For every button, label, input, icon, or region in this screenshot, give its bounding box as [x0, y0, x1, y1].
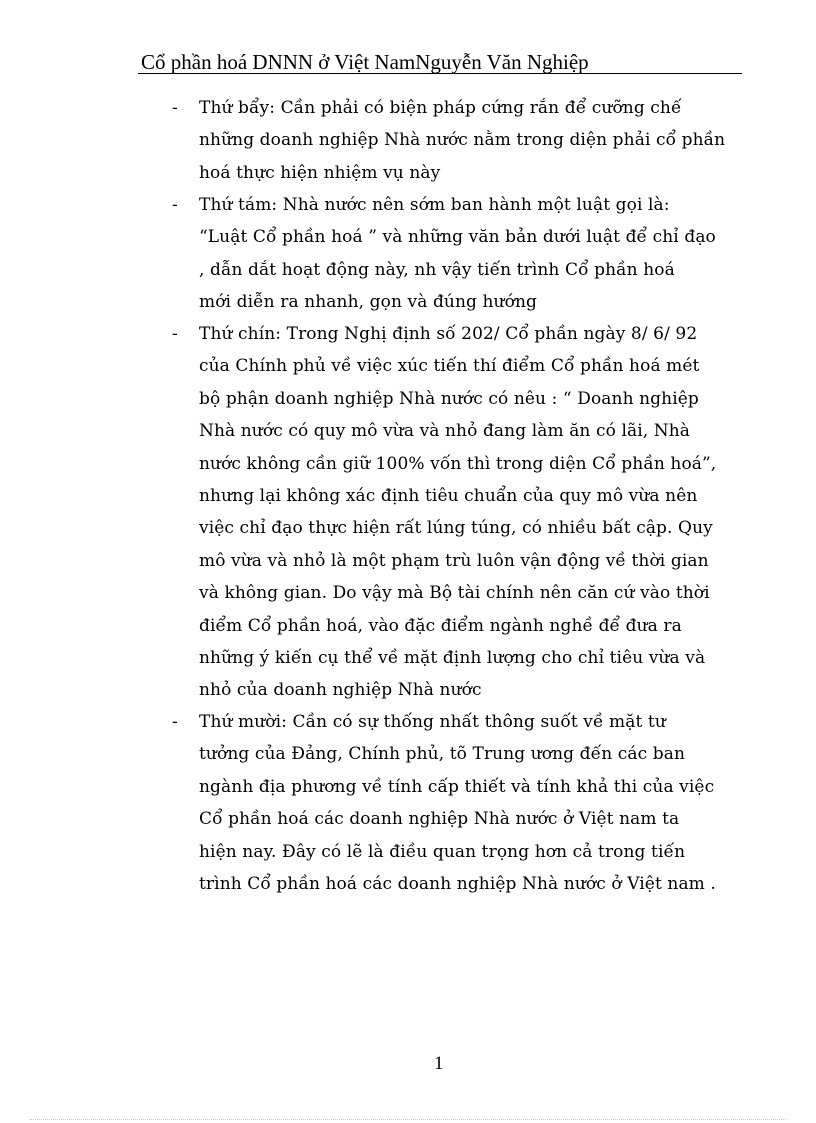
text-line: Nhà nước có quy mô vừa và nhỏ đang làm ăn có lãi, Nhà [199, 421, 691, 442]
header-divider [138, 73, 742, 74]
text-line: nhưng lại không xác định tiêu chuẩn của quy mô vừa nên [199, 486, 698, 507]
list-bullet-dash: - [172, 712, 178, 732]
text-line: những doanh nghiệp Nhà nước nằm trong diện phải cổ phần [199, 130, 726, 151]
text-line: điểm Cổ phần hoá, vào đặc điểm ngành nghề để đưa ra [199, 615, 682, 636]
text-line: Thứ chín: Trong Nghị định số 202/ Cổ phần ngày 8/ 6/ 92 [199, 324, 698, 344]
text-line: , dẫn dắt hoạt động này, nh vậy tiến trình Cổ phần hoá [199, 259, 675, 280]
text-line: Thứ bẩy: Cần phải có biện pháp cứng rắn để cưỡng chế [199, 98, 682, 118]
list-bullet-dash: - [172, 324, 178, 344]
list-item-text [199, 92, 744, 189]
text-line: tưởng của Đảng, Chính phủ, tõ Trung ương đến các ban [199, 744, 686, 765]
text-line: trình Cổ phần hoá các doanh nghiệp Nhà nước ở Việt nam . [199, 874, 716, 895]
text-line: và không gian. Do vậy mà Bộ tài chính nên căn cứ vào thời [199, 583, 710, 604]
text-line: mô vừa và nhỏ là một phạm trù luôn vận động về thời gian [199, 550, 709, 571]
text-line: Thứ tám: Nhà nước nên sớm ban hành một luật gọi là: [199, 195, 670, 215]
list-item-text [199, 189, 744, 319]
text-line: bộ phận doanh nghiệp Nhà nước có nêu : “ Doanh nghiệp [199, 388, 699, 409]
text-line: việc chỉ đạo thực hiện rất lúng túng, có nhiều bất cập. Quy [199, 518, 713, 539]
list-item-text [199, 318, 744, 707]
page-bottom-border [30, 1119, 786, 1120]
text-line: những ý kiến cụ thể về mặt định lượng cho chỉ tiêu vừa và [199, 648, 706, 669]
list-bullet-dash: - [172, 98, 178, 118]
text-line: hoá thực hiện nhiệm vụ này [199, 162, 441, 183]
text-line: Thứ mười: Cần có sự thống nhất thông suốt về mặt tư [199, 712, 666, 732]
list-item-text [199, 706, 744, 900]
text-line: Cổ phần hoá các doanh nghiệp Nhà nước ở Việt nam ta [199, 809, 680, 830]
page-number: 1 [434, 1053, 444, 1074]
page-header-title: Cổ phần hoá DNNN ở Việt NamNguyễn Văn Nghiệp [141, 50, 589, 74]
text-line: hiện nay. Đây có lẽ là điều quan trọng hơn cả trong tiến [199, 841, 686, 862]
text-line: ngành địa phương về tính cấp thiết và tính khả thi của việc [199, 776, 715, 797]
text-line: mới diễn ra nhanh, gọn và đúng hướng [199, 292, 537, 313]
text-line: “Luật Cổ phần hoá ” và những văn bản dưới luật để chỉ đạo [199, 227, 716, 248]
text-line: của Chính phủ về việc xúc tiến thí điểm Cổ phần hoá mét [199, 356, 700, 377]
text-line: nước không cần giữ 100% vốn thì trong diện Cổ phần hoá”, [199, 453, 717, 474]
text-line: nhỏ của doanh nghiệp Nhà nước [199, 680, 482, 701]
list-bullet-dash: - [172, 195, 178, 215]
